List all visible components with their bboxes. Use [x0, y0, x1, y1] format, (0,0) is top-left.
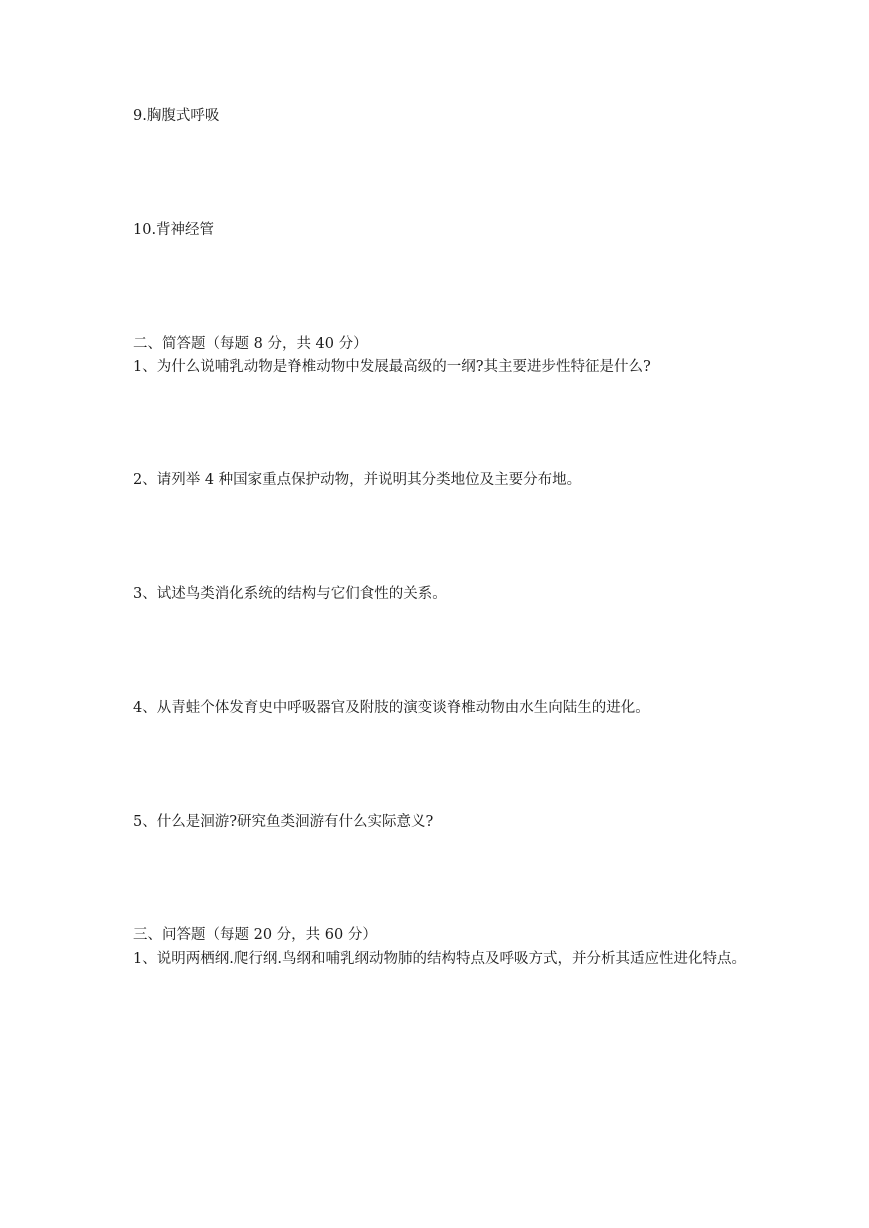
- short-answer-question-2: 2、请列举 4 种国家重点保护动物，并说明其分类地位及主要分布地。: [133, 472, 582, 488]
- essay-question-1: 1、说明两栖纲.爬行纲.鸟纲和哺乳纲动物肺的结构特点及呼吸方式，并分析其适应性进化特点。: [133, 951, 746, 967]
- short-answer-question-3: 3、试述鸟类消化系统的结构与它们食性的关系。: [133, 586, 447, 602]
- short-answer-question-1: 1、为什么说哺乳动物是脊椎动物中发展最高级的一纲?其主要进步性特征是什么?: [133, 359, 651, 375]
- section-2-heading: 二、简答题（每题 8 分，共 40 分）: [133, 336, 368, 352]
- short-answer-question-5: 5、什么是洄游?研究鱼类洄游有什么实际意义?: [133, 814, 434, 830]
- short-answer-question-4: 4、从青蛙个体发育史中呼吸器官及附肢的演变谈脊椎动物由水生向陆生的进化。: [133, 700, 650, 716]
- term-item-9: 9.胸腹式呼吸: [133, 108, 220, 124]
- section-3-heading: 三、问答题（每题 20 分，共 60 分）: [133, 927, 377, 943]
- term-item-10: 10.背神经管: [133, 222, 215, 238]
